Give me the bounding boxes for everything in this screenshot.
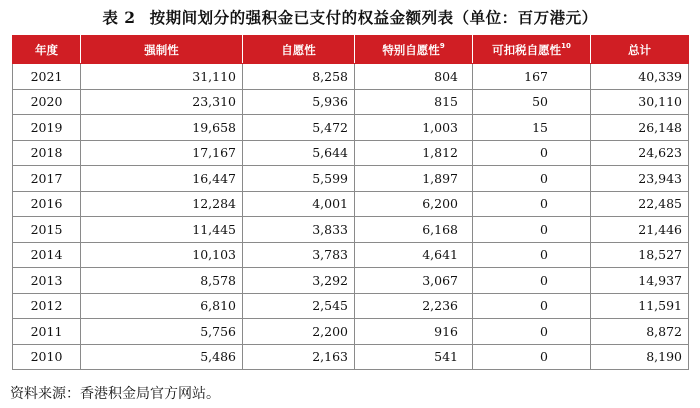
table-row (13, 64, 689, 90)
cell-mandatory: 31,110 (81, 64, 243, 90)
cell-voluntary: 2,163 (243, 344, 355, 370)
cell-special-voluntary: 1,897 (355, 166, 473, 192)
cell-year: 2016 (13, 191, 81, 217)
cell-total: 18,527 (591, 242, 689, 268)
cell-tax-deductible-voluntary: 0 (473, 293, 591, 319)
table-title: 按期间划分的强积金已支付的权益金额列表（单位：百万港元） (149, 8, 598, 27)
cell-total: 23,943 (591, 166, 689, 192)
table-row (13, 344, 689, 370)
source-note: 资料来源：香港积金局官方网站。 (10, 386, 220, 402)
cell-voluntary: 3,292 (243, 268, 355, 294)
cell-special-voluntary: 3,067 (355, 268, 473, 294)
cell-year: 2014 (13, 242, 81, 268)
cell-total: 24,623 (591, 140, 689, 166)
cell-tax-deductible-voluntary: 50 (473, 89, 591, 115)
cell-voluntary: 2,545 (243, 293, 355, 319)
cell-voluntary: 5,599 (243, 166, 355, 192)
cell-special-voluntary: 6,200 (355, 191, 473, 217)
cell-tax-deductible-voluntary: 0 (473, 344, 591, 370)
footnote-ref-10: 10 (561, 41, 571, 50)
cell-tax-deductible-voluntary: 0 (473, 242, 591, 268)
table-row (13, 166, 689, 192)
cell-tax-deductible-voluntary: 0 (473, 217, 591, 243)
header-special-voluntary-label: 特别自愿性 (382, 42, 440, 57)
cell-total: 8,190 (591, 344, 689, 370)
table-row (13, 115, 689, 141)
cell-total: 11,591 (591, 293, 689, 319)
cell-tax-deductible-voluntary: 0 (473, 268, 591, 294)
cell-voluntary: 2,200 (243, 319, 355, 345)
cell-year: 2020 (13, 89, 81, 115)
cell-mandatory: 5,486 (81, 344, 243, 370)
cell-year: 2015 (13, 217, 81, 243)
header-voluntary: 自愿性 (243, 36, 355, 64)
cell-special-voluntary: 2,236 (355, 293, 473, 319)
table-row (13, 89, 689, 115)
header-tax-deductible-voluntary-label: 可扣税自愿性 (492, 42, 562, 57)
cell-tax-deductible-voluntary: 0 (473, 140, 591, 166)
cell-voluntary: 3,783 (243, 242, 355, 268)
cell-mandatory: 16,447 (81, 166, 243, 192)
cell-mandatory: 17,167 (81, 140, 243, 166)
cell-special-voluntary: 541 (355, 344, 473, 370)
table-row (13, 191, 689, 217)
cell-special-voluntary: 6,168 (355, 217, 473, 243)
cell-voluntary: 5,644 (243, 140, 355, 166)
cell-total: 21,446 (591, 217, 689, 243)
cell-mandatory: 6,810 (81, 293, 243, 319)
cell-total: 26,148 (591, 115, 689, 141)
cell-voluntary: 5,936 (243, 89, 355, 115)
table-caption (0, 6, 700, 28)
cell-voluntary: 3,833 (243, 217, 355, 243)
cell-mandatory: 19,658 (81, 115, 243, 141)
cell-mandatory: 8,578 (81, 268, 243, 294)
cell-year: 2019 (13, 115, 81, 141)
cell-tax-deductible-voluntary: 0 (473, 191, 591, 217)
cell-special-voluntary: 4,641 (355, 242, 473, 268)
header-row (13, 36, 689, 64)
header-special-voluntary (355, 36, 473, 64)
cell-total: 14,937 (591, 268, 689, 294)
cell-mandatory: 11,445 (81, 217, 243, 243)
cell-year: 2018 (13, 140, 81, 166)
cell-voluntary: 4,001 (243, 191, 355, 217)
table-row (13, 242, 689, 268)
table-row (13, 293, 689, 319)
cell-tax-deductible-voluntary: 0 (473, 319, 591, 345)
cell-voluntary: 8,258 (243, 64, 355, 90)
cell-tax-deductible-voluntary: 15 (473, 115, 591, 141)
cell-special-voluntary: 1,003 (355, 115, 473, 141)
cell-tax-deductible-voluntary: 0 (473, 166, 591, 192)
cell-year: 2021 (13, 64, 81, 90)
cell-mandatory: 23,310 (81, 89, 243, 115)
cell-total: 22,485 (591, 191, 689, 217)
cell-total: 40,339 (591, 64, 689, 90)
cell-year: 2012 (13, 293, 81, 319)
cell-year: 2013 (13, 268, 81, 294)
cell-tax-deductible-voluntary: 167 (473, 64, 591, 90)
cell-special-voluntary: 1,812 (355, 140, 473, 166)
cell-mandatory: 12,284 (81, 191, 243, 217)
cell-total: 30,110 (591, 89, 689, 115)
cell-mandatory: 10,103 (81, 242, 243, 268)
cell-year: 2010 (13, 344, 81, 370)
cell-voluntary: 5,472 (243, 115, 355, 141)
cell-special-voluntary: 815 (355, 89, 473, 115)
cell-year: 2017 (13, 166, 81, 192)
footnote-ref-9: 9 (439, 41, 445, 50)
cell-year: 2011 (13, 319, 81, 345)
cell-total: 8,872 (591, 319, 689, 345)
mpf-withdrawals-table (12, 35, 689, 370)
header-total: 总计 (591, 36, 689, 64)
cell-mandatory: 5,756 (81, 319, 243, 345)
cell-special-voluntary: 804 (355, 64, 473, 90)
header-mandatory: 强制性 (81, 36, 243, 64)
table-number: 表 2 (102, 8, 136, 27)
table-row (13, 268, 689, 294)
header-year: 年度 (13, 36, 81, 64)
header-tax-deductible-voluntary (473, 36, 591, 64)
table-row (13, 319, 689, 345)
cell-special-voluntary: 916 (355, 319, 473, 345)
table-body (13, 64, 689, 370)
table-row (13, 140, 689, 166)
table-row (13, 217, 689, 243)
table-header (13, 36, 689, 64)
